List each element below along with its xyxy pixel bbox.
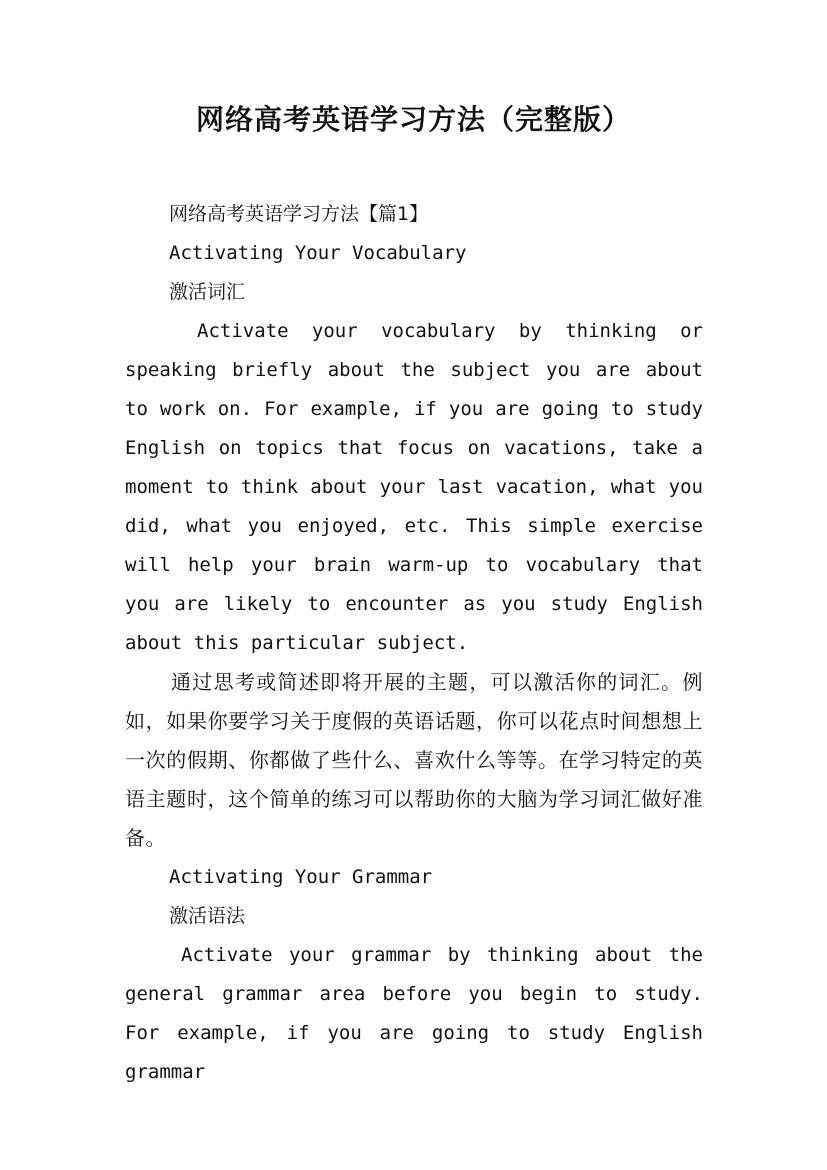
paragraph-vocabulary-en: Activate your vocabulary by thinking or speaking briefly about the subject you are about to work on. For example, if you are going to study English on topics that focus on vacations, take a moment to think about your last vacation, what you did, what you enjoyed, etc. This simple exercise will help your brain warm-up to vocabulary that you are likely to encounter as you study English about this particular subject. (125, 320, 703, 654)
heading-grammar-en: Activating Your Grammar (169, 866, 433, 888)
heading-vocabulary-zh: 激活词汇 (169, 281, 246, 303)
paragraph-grammar-en: Activate your grammar by thinking about the general grammar area before you begin to study. For example, if you are going to study English grammar (125, 944, 703, 1083)
paragraph-vocabulary-zh: 通过思考或简述即将开展的主题，可以激活你的词汇。例如，如果你要学习关于度假的英语话题，你可以花点时间想想上一次的假期、你都做了些什么、喜欢什么等等。在学习特定的英语主题时，这个简单的练习可以帮助你的大脑为学习词汇做好准备。 (125, 670, 703, 850)
document-body (125, 195, 703, 1092)
heading-grammar-zh: 激活语法 (169, 905, 246, 927)
document-title: 网络高考英语学习方法（完整版） (195, 103, 631, 136)
section-heading: 网络高考英语学习方法【篇1】 (169, 203, 429, 225)
heading-vocabulary-en: Activating Your Vocabulary (169, 242, 467, 264)
